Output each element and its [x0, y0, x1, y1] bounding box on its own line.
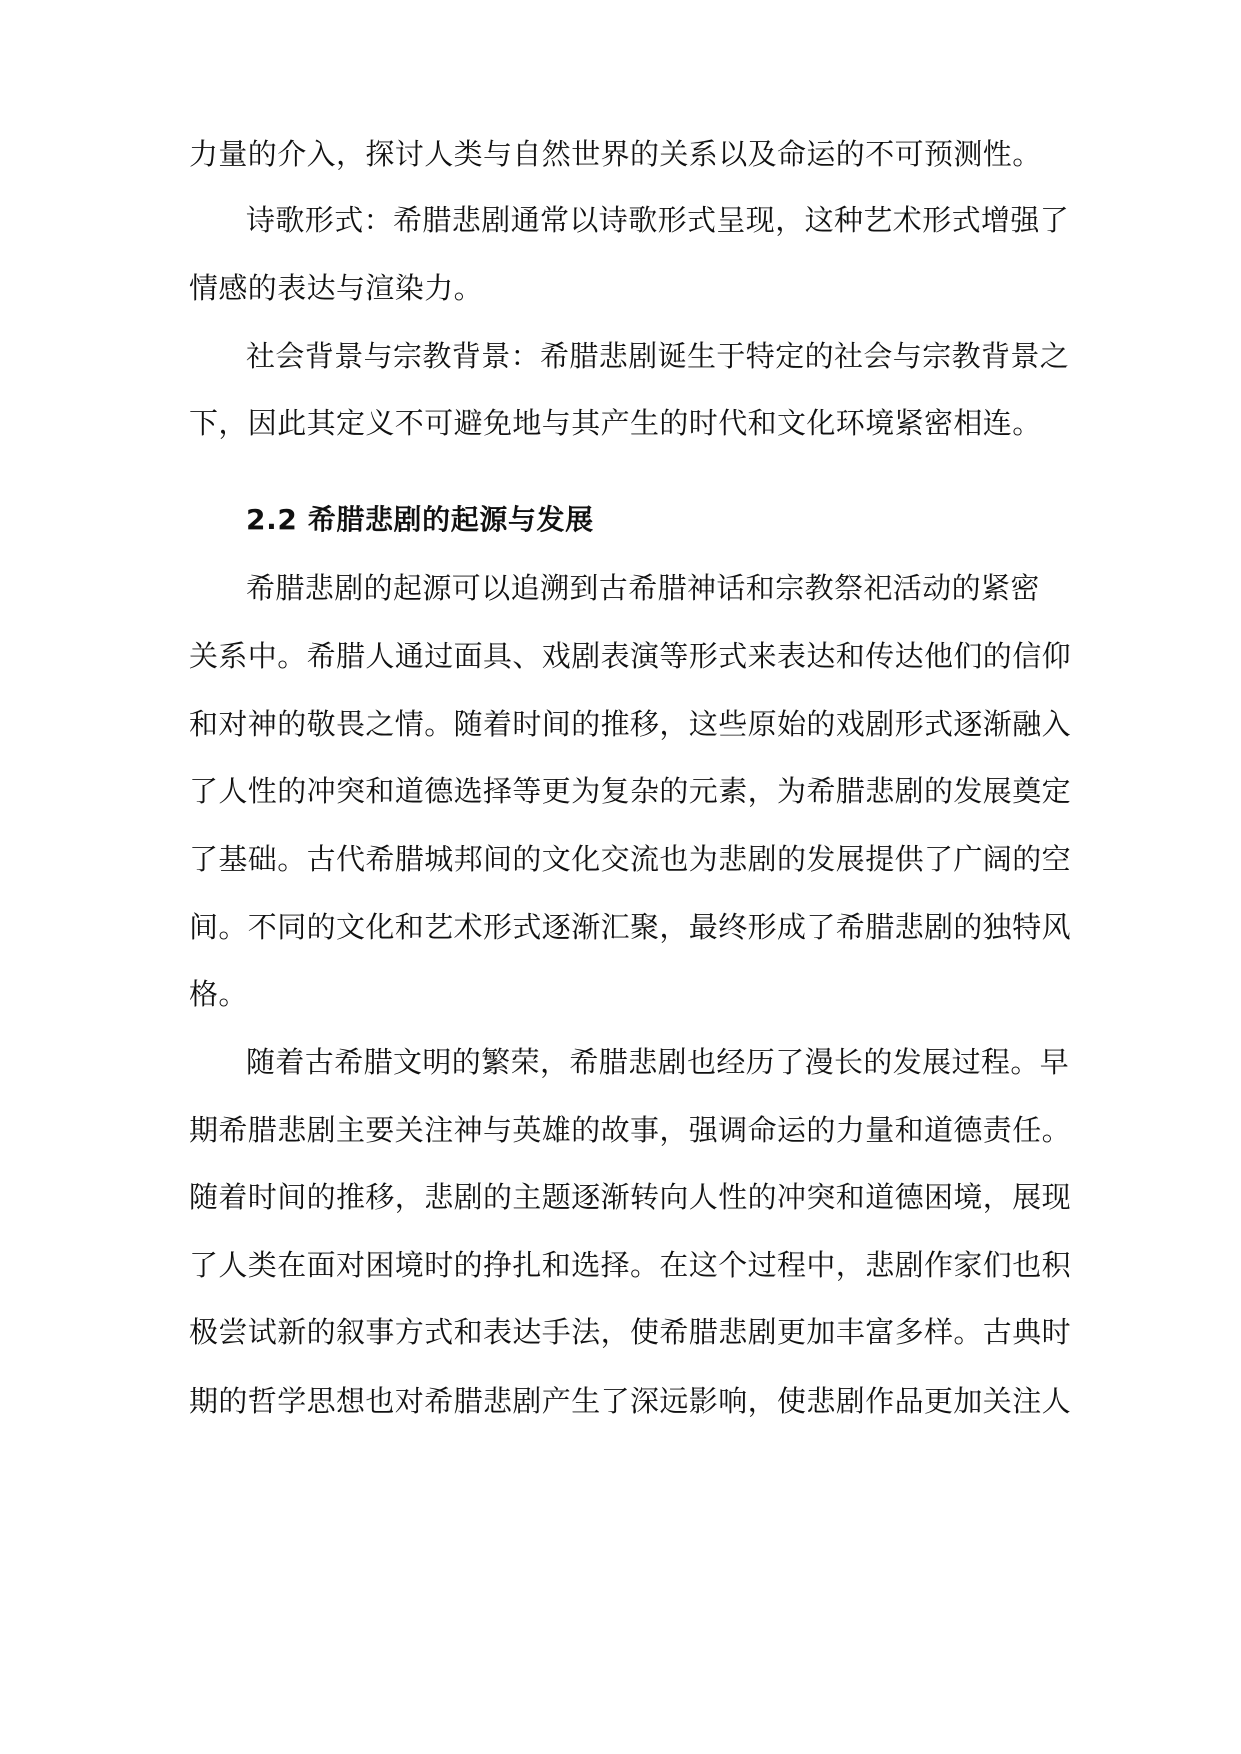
- paragraph-line: 下，因此其定义不可避免地与其产生的时代和文化环境紧密相连。: [189, 406, 1042, 440]
- paragraph-line: 诗歌形式：希腊悲剧通常以诗歌形式呈现，这种艺术形式增强了: [246, 203, 1070, 237]
- paragraph-line: 极尝试新的叙事方式和表达手法，使希腊悲剧更加丰富多样。古典时: [189, 1315, 1072, 1349]
- section-heading: 2.2 希腊悲剧的起源与发展: [246, 503, 594, 536]
- paragraph-line: 社会背景与宗教背景：希腊悲剧诞生于特定的社会与宗教背景之: [246, 339, 1070, 373]
- paragraph-line: 期希腊悲剧主要关注神与英雄的故事，强调命运的力量和道德责任。: [189, 1113, 1072, 1147]
- paragraph-line: 希腊悲剧的起源可以追溯到古希腊神话和宗教祭祀活动的紧密: [246, 571, 1040, 605]
- paragraph-line: 随着时间的推移，悲剧的主题逐渐转向人性的冲突和道德困境，展现: [189, 1180, 1072, 1214]
- paragraph-line: 格。: [189, 977, 248, 1011]
- paragraph-line: 期的哲学思想也对希腊悲剧产生了深远影响，使悲剧作品更加关注人: [189, 1384, 1072, 1418]
- paragraph-line: 间。不同的文化和艺术形式逐渐汇聚，最终形成了希腊悲剧的独特风: [189, 910, 1072, 944]
- paragraph-line: 了人性的冲突和道德选择等更为复杂的元素，为希腊悲剧的发展奠定: [189, 774, 1072, 808]
- paragraph-line: 和对神的敬畏之情。随着时间的推移，这些原始的戏剧形式逐渐融入: [189, 707, 1072, 741]
- paragraph-line: 了人类在面对困境时的挣扎和选择。在这个过程中，悲剧作家们也积: [189, 1248, 1072, 1282]
- paragraph-line: 了基础。古代希腊城邦间的文化交流也为悲剧的发展提供了广阔的空: [189, 842, 1072, 876]
- paragraph-line: 关系中。希腊人通过面具、戏剧表演等形式来表达和传达他们的信仰: [189, 639, 1072, 673]
- paragraph-line: 情感的表达与渲染力。: [189, 271, 484, 305]
- paragraph-line: 随着古希腊文明的繁荣，希腊悲剧也经历了漫长的发展过程。早: [246, 1045, 1070, 1079]
- paragraph-line: 力量的介入，探讨人类与自然世界的关系以及命运的不可预测性。: [189, 137, 1042, 171]
